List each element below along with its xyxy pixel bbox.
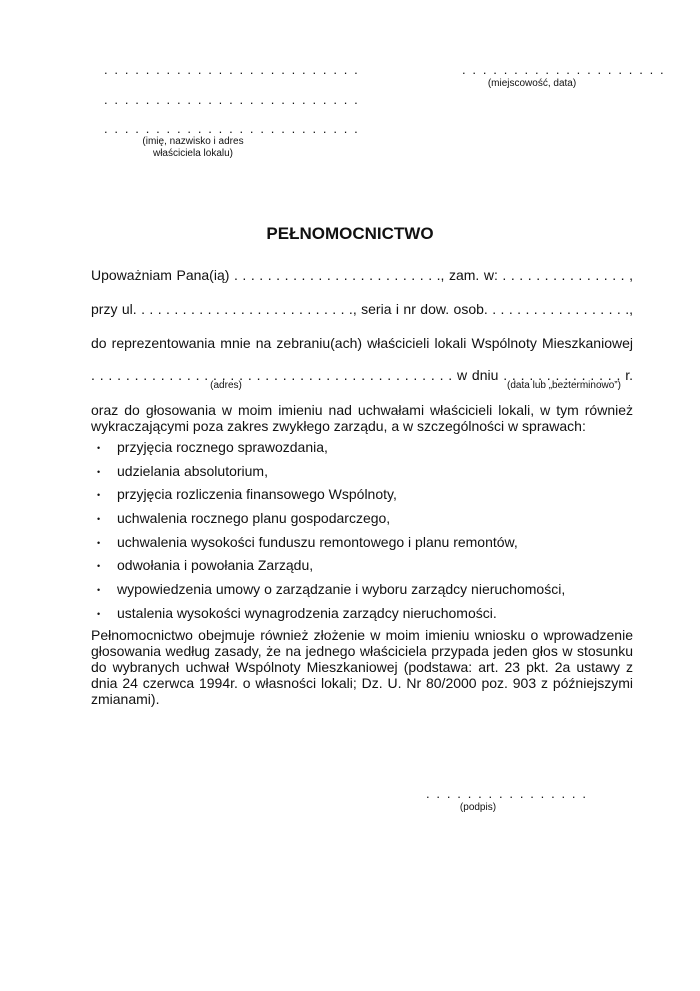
bullet-icon: •: [97, 514, 101, 525]
bullet-icon: •: [97, 490, 101, 501]
list-item: [91, 581, 633, 605]
closing-line-2: głosowania według zasady, że na jednego właściciela przypada jeden głos w stosunku: [91, 643, 633, 659]
bullet-icon: •: [97, 443, 101, 453]
date-caption: (data lub „bezterminowo”): [507, 380, 621, 391]
list-item-text: uchwalenia wysokości funduszu remontowego i planu remontów,: [117, 533, 518, 550]
signature-caption: (podpis): [459, 802, 497, 813]
owner-caption: [104, 136, 282, 160]
authorization-line: Upoważniam Pana(ią) . . . . . . . . . . . . . . . . . . . . . . . . ., zam. w: . . . . . . . . . . . . . . . ,: [91, 267, 633, 283]
intro-line-1: oraz do głosowania w moim imieniu nad uchwałami właścicieli lokali, w tym również: [91, 402, 633, 418]
bullet-icon: •: [97, 608, 101, 619]
list-item-text: odwołania i powołania Zarządu,: [117, 557, 314, 574]
address-date-line: . . . . . . . . . . . . . . . . . . . . . . . . . . . . . . . . . . . . . . . . . . w dniu . . . . . . . . . . . . . . r.: [91, 367, 633, 383]
list-item: [91, 557, 633, 581]
owner-address-field-2: . . . . . . . . . . . . . . . . . . . . . . . . .: [104, 121, 360, 136]
closing-line-4: dnia 24 czerwca 1994r. o własności lokali; Dz. U. Nr 80/2000 poz. 903 z późniejszymi: [91, 675, 633, 691]
list-item: [91, 463, 633, 487]
list-item: [91, 510, 633, 534]
bullet-icon: •: [97, 466, 101, 477]
document-title: PEŁNOMOCNICTWO: [266, 224, 434, 243]
list-item-text: ustalenia wysokości wynagrodzenia zarządcy nieruchomości.: [117, 604, 497, 621]
closing-line-1: Pełnomocnictwo obejmuje również złożenie w moim imieniu wniosku o wprowadzenie: [91, 627, 633, 643]
matters-list: [91, 439, 633, 629]
owner-address-field-1: . . . . . . . . . . . . . . . . . . . . . . . . .: [104, 92, 360, 107]
street-id-line: przy ul. . . . . . . . . . . . . . . . . . . . . . . . . . ., seria i nr dow. osob. . . . . . . . . . . . . . . . . .,: [91, 301, 633, 317]
bullet-icon: •: [97, 585, 101, 596]
place-date-field: . . . . . . . . . . . . . . . . . . . .: [462, 62, 666, 77]
signature-field: . . . . . . . . . . . . . . . .: [426, 786, 588, 801]
closing-line-5: zmianami).: [91, 691, 160, 707]
address-caption: (adres): [210, 380, 242, 391]
owner-caption-line-1: (imię, nazwisko i adres: [142, 136, 244, 147]
intro-line-2: wykraczającymi poza zakres zwykłego zarządu, a w szczególności w sprawach:: [91, 418, 586, 434]
list-item-text: przyjęcia rozliczenia finansowego Wspólnoty,: [117, 486, 397, 503]
list-item-text: uchwalenia rocznego planu gospodarczego,: [117, 510, 391, 527]
list-item: [91, 534, 633, 558]
list-item-text: udzielania absolutorium,: [117, 462, 268, 479]
list-item-text: wypowiedzenia umowy o zarządzanie i wyboru zarządcy nieruchomości,: [117, 581, 566, 598]
closing-line-3: do wybranych uchwał Wspólnoty Mieszkaniowej (podstawa: art. 23 pkt. 2a ustawy z: [91, 659, 633, 675]
owner-caption-line-2: właściciela lokalu): [152, 148, 234, 159]
owner-name-field: . . . . . . . . . . . . . . . . . . . . . . . . .: [104, 62, 360, 77]
list-item: [91, 439, 633, 463]
intro-paragraph: [91, 402, 633, 434]
closing-paragraph: [91, 627, 633, 707]
place-date-caption: (miejscowość, data): [487, 78, 577, 89]
list-item: [91, 605, 633, 629]
list-item-text: przyjęcia rocznego sprawozdania,: [117, 439, 328, 455]
list-item: [91, 486, 633, 510]
representation-line: do reprezentowania mnie na zebraniu(ach) właścicieli lokali Wspólnoty Mieszkaniowej: [91, 335, 633, 351]
bullet-icon: •: [97, 561, 101, 572]
bullet-icon: •: [97, 537, 101, 548]
